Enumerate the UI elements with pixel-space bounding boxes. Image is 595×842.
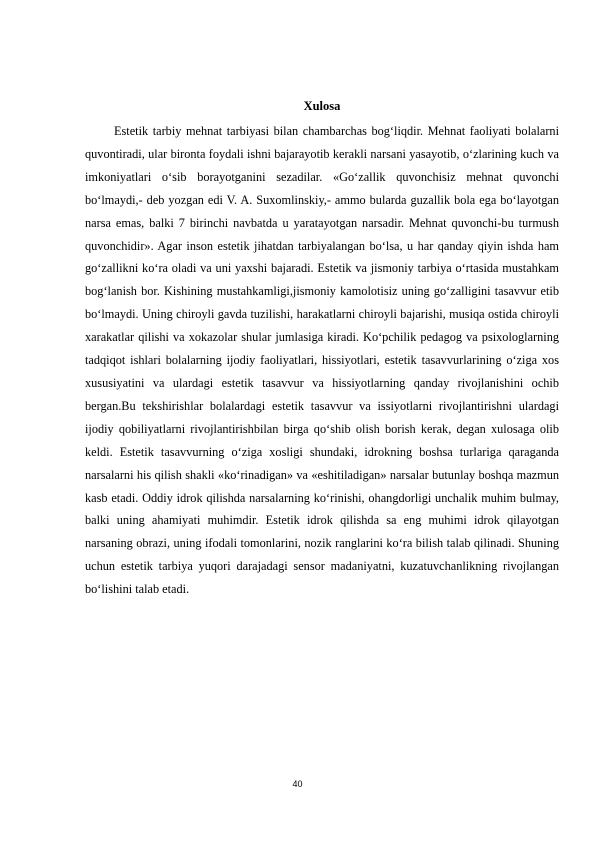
body-paragraph: Estetik tarbiy mehnat tarbiyasi bilan chambarchas bog‘liqdir. Mehnat faoliyati bolalarni quvontiradi, ular bironta foydali ishni bajarayotib kerakli narsani yasayotib, o‘zlarining kuch va imkoniyatlari o‘sib borayotganini sezadilar. «Go‘zallik quvonchisiz mehnat quvonchi bo‘lmaydi,- deb yozgan edi V. A. Suxomlinskiy,- ammo bularda guzallik bola ega bo‘layotgan narsa emas, balki 7 birinchi navbatda u yaratayotgan narsadir. Mehnat quvonchi-bu turmush quvonchidir». Agar inson estetik jihatdan tarbiyalangan bo‘lsa, u har qanday qiyin ishda ham go‘zallikni ko‘ra oladi va uni yaxshi bajaradi. Estetik va jismoniy tarbiya o‘rtasida mustahkam bog‘lanish bor. Kishining mustahkamligi,jismoniy kamolotisiz uning go‘zalligini tasavvur etib bo‘lmaydi. Uning chiroyli gavda tuzilishi, harakatlarni chiroyli bajarishi, musiqa ostida chiroyli xarakatlar qilishi va xokazolar shular jumlasiga kiradi. Ko‘pchilik pedagog va psixologlarning tadqiqot ishlari bolalarning ijodiy faoliyatlari, hissiyotlari, estetik tasavvurlarining o‘ziga xos xususiyatini va ulardagi estetik tasavvur va hissiyotlarning qanday rivojlanishini ochib bergan.Bu tekshirishlar bolalardagi estetik tasavvur va issiyotlarni rivojlantirishni ulardagi ijodiy qobiliyatlarni rivojlantirishbilan birga qo‘shib olish borish kerak, degan xulosaga olib keldi. Estetik tasavvurning o‘ziga xosligi shundaki, idrokning boshsa turlariga qaraganda narsalarni his qilish shakli «ko‘rinadigan» va «eshitiladigan» narsalar butunlay boshqa mazmun kasb etadi. Oddiy idrok qilishda narsalarning ko‘rinishi, ohangdorligi unchalik muhim bulmay, balki uning ahamiyati muhimdir. Estetik idrok qilishda sa eng muhimi idrok qilayotgan narsaning obrazi, uning ifodali tomonlarini, nozik ranglarini ko‘ra bilish talab qilinadi. Shuning uchun estetik tarbiya yuqori darajadagi sensor madaniyatni, kuzatuvchanlikning rivojlangan bo‘lishini talab etadi. [85,124,559,597]
section-title: Xulosa [303,99,341,113]
page-number: 40 [292,779,303,789]
